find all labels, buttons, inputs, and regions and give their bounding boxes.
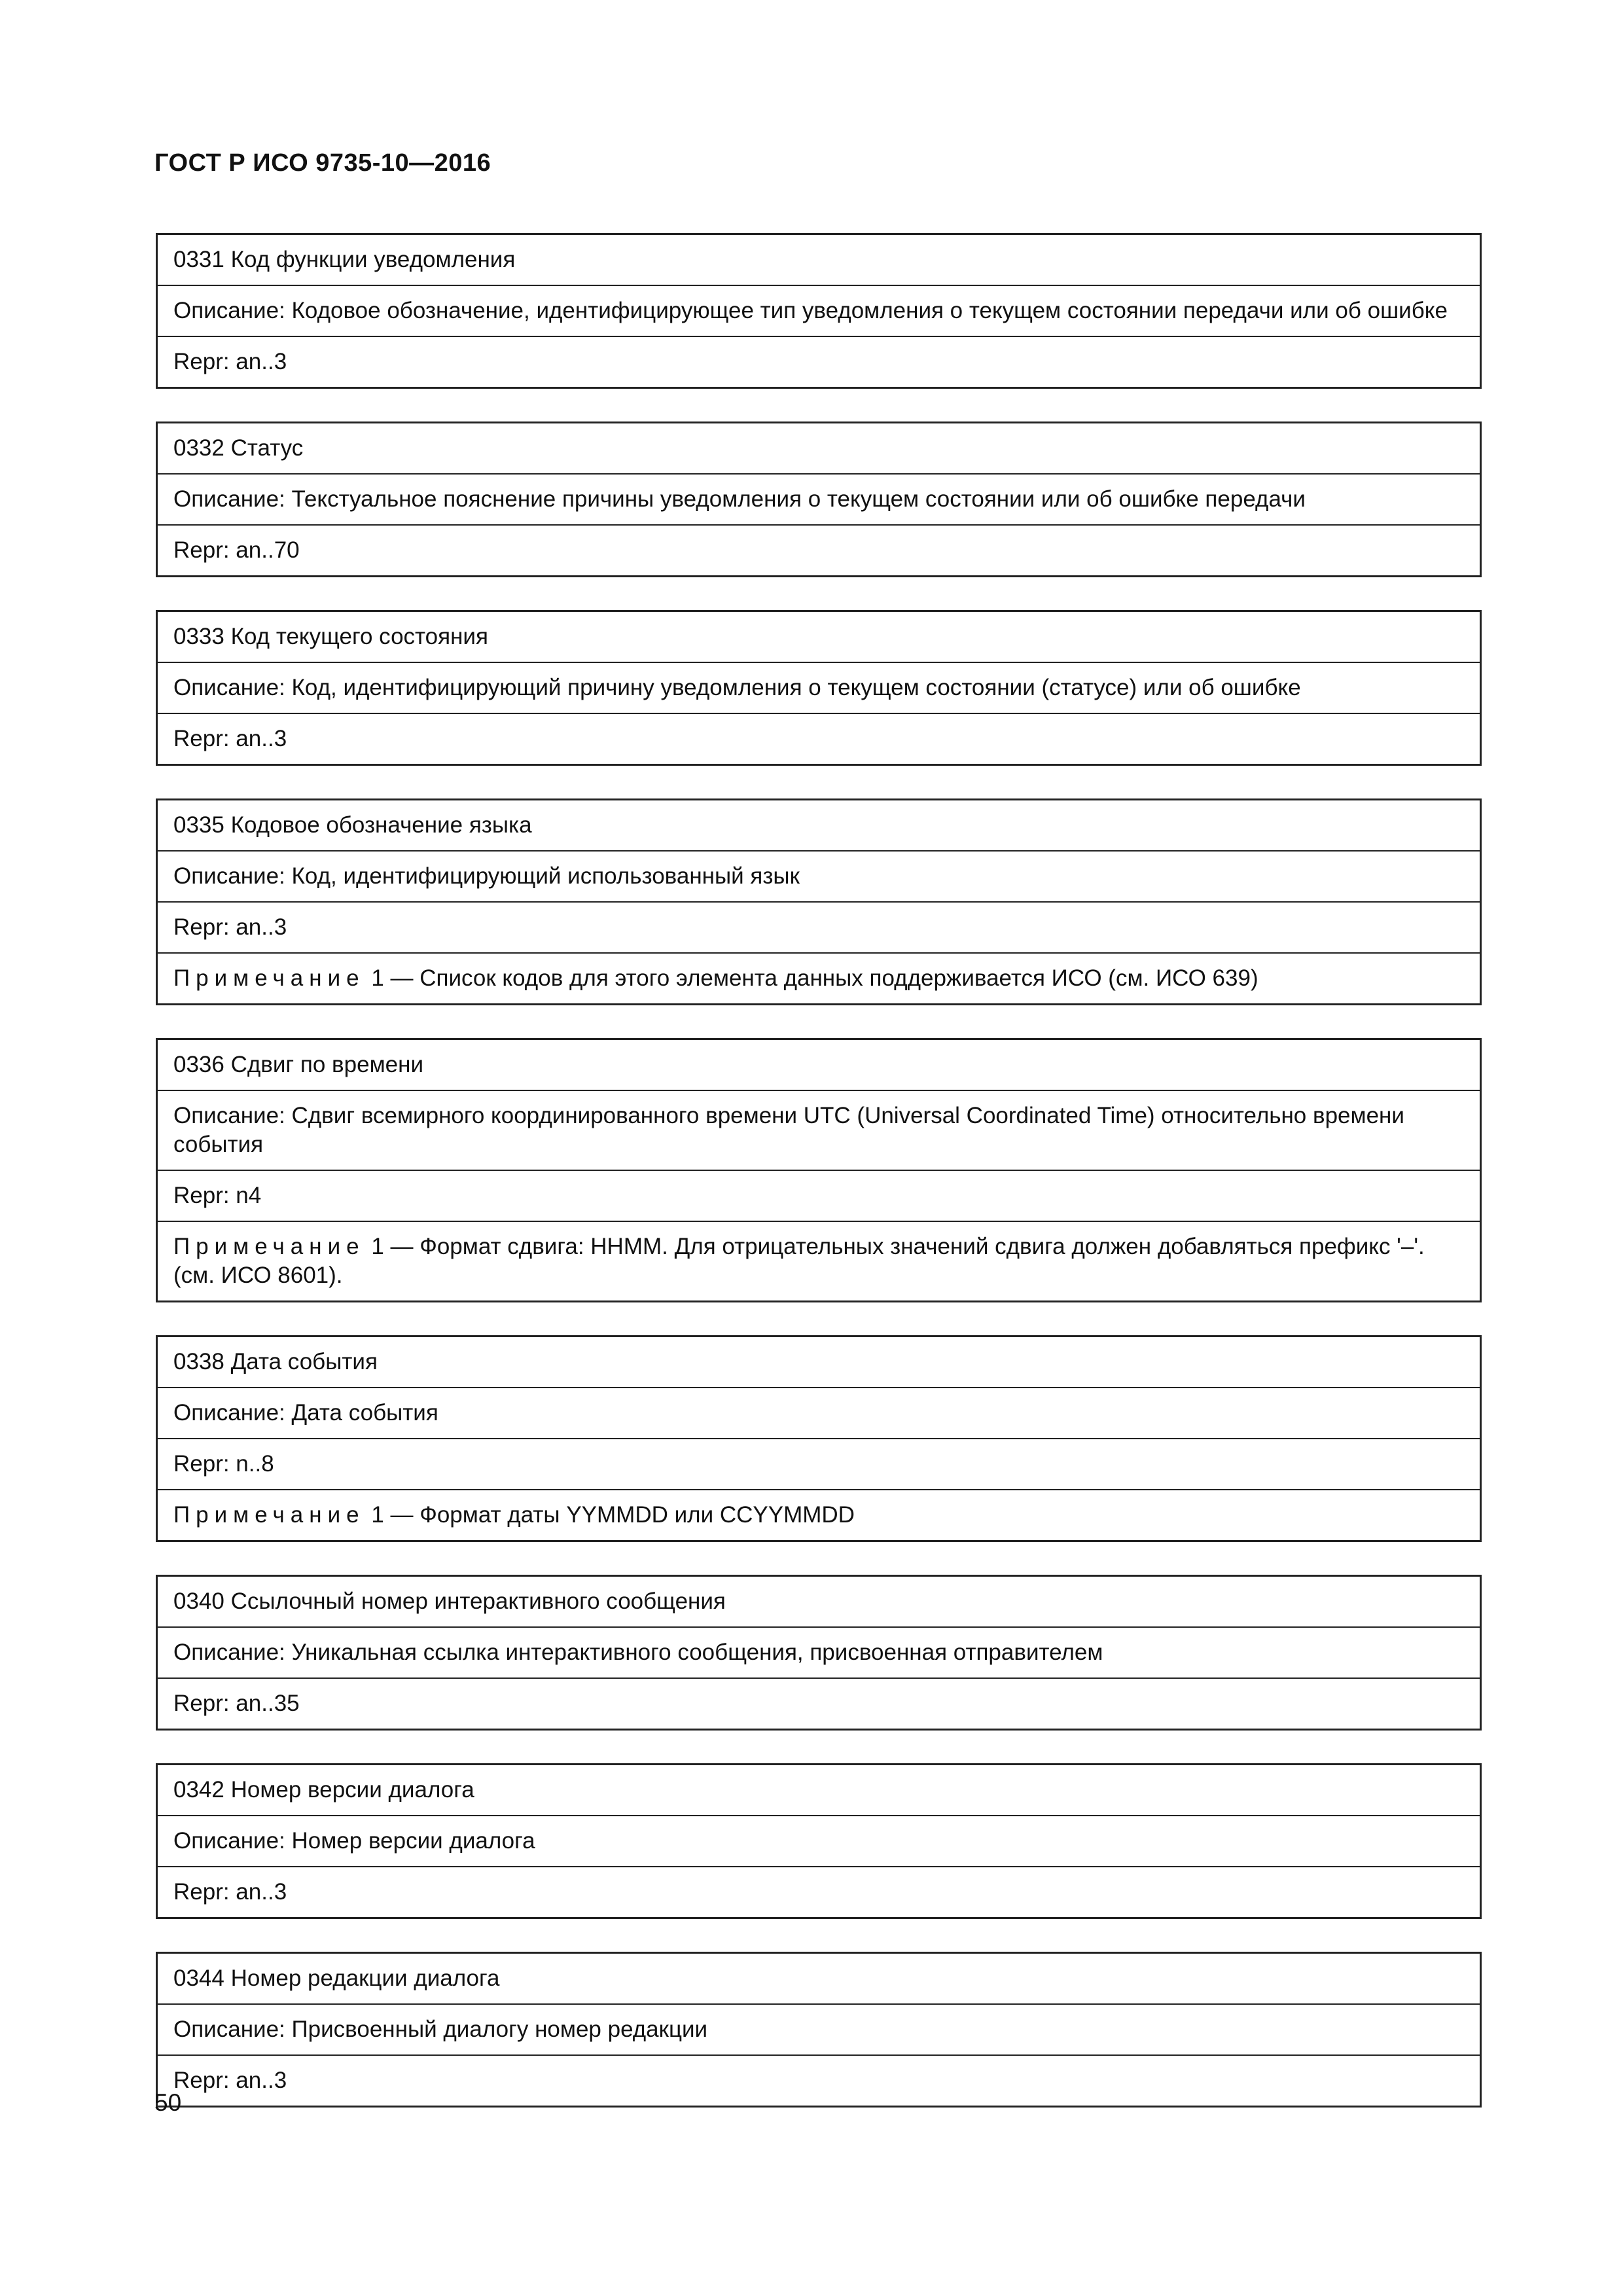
note-text: 1 — Формат сдвига: HHMM. Для отрицательных значений сдвига должен добавляться префикс '–'.(см. ИСО 8601). [173, 1234, 1425, 1288]
element-title: 0335 Кодовое обозначение языка [157, 800, 1481, 852]
data-element-0338 [156, 1335, 1482, 1542]
note-lead: Примечание [173, 1502, 365, 1528]
element-title: 0333 Код текущего состояния [157, 611, 1481, 663]
data-element-0342 [156, 1763, 1482, 1919]
element-repr: Repr: an..3 [157, 713, 1481, 765]
element-title: 0331 Код функции уведомления [157, 234, 1481, 286]
data-element-0335 [156, 798, 1482, 1005]
element-description: Описание: Номер версии диалога [157, 1816, 1481, 1867]
data-element-0344 [156, 1952, 1482, 2108]
note-text: 1 — Формат даты YYMMDD или CCYYMMDD [365, 1502, 855, 1528]
element-title: 0342 Номер версии диалога [157, 1765, 1481, 1816]
element-description: Описание: Кодовое обозначение, идентифицирующее тип уведомления о текущем состоянии передачи или об ошибке [157, 285, 1481, 336]
element-description: Описание: Сдвиг всемирного координированного времени UTC (Universal Coordinated Time) относительно времени события [157, 1090, 1481, 1170]
element-description: Описание: Код, идентифицирующий причину уведомления о текущем состоянии (статусе) или об ошибке [157, 662, 1481, 713]
element-description: Описание: Присвоенный диалогу номер редакции [157, 2004, 1481, 2055]
element-description: Описание: Текстуальное пояснение причины уведомления о текущем состоянии или об ошибке передачи [157, 474, 1481, 525]
data-element-0331 [156, 233, 1482, 389]
element-description: Описание: Уникальная ссылка интерактивного сообщения, присвоенная отправителем [157, 1627, 1481, 1678]
element-note [157, 1490, 1481, 1541]
document-header: ГОСТ Р ИСО 9735-10—2016 [154, 149, 491, 177]
element-title: 0332 Статус [157, 423, 1481, 475]
data-element-list [156, 233, 1482, 2140]
element-repr: Repr: an..3 [157, 336, 1481, 388]
element-title: 0344 Номер редакции диалога [157, 1953, 1481, 2005]
data-element-0336 [156, 1038, 1482, 1302]
element-repr: Repr: an..3 [157, 2055, 1481, 2107]
element-repr: Repr: n4 [157, 1170, 1481, 1221]
note-lead: Примечание [173, 965, 365, 991]
element-repr: Repr: an..3 [157, 902, 1481, 953]
element-description: Описание: Код, идентифицирующий использованный язык [157, 851, 1481, 902]
page-number: 50 [154, 2089, 182, 2116]
element-note [157, 953, 1481, 1005]
data-element-0332 [156, 422, 1482, 577]
element-title: 0338 Дата события [157, 1336, 1481, 1388]
element-note [157, 1221, 1481, 1302]
element-repr: Repr: n..8 [157, 1439, 1481, 1490]
note-text: 1 — Список кодов для этого элемента данных поддерживается ИСО (см. ИСО 639) [365, 965, 1258, 991]
data-element-0333 [156, 610, 1482, 766]
note-lead: Примечание [173, 1234, 365, 1259]
element-repr: Repr: an..3 [157, 1867, 1481, 1918]
data-element-0340 [156, 1575, 1482, 1731]
element-title: 0340 Ссылочный номер интерактивного сообщения [157, 1576, 1481, 1628]
element-repr: Repr: an..35 [157, 1678, 1481, 1730]
element-title: 0336 Сдвиг по времени [157, 1039, 1481, 1091]
element-description: Описание: Дата события [157, 1388, 1481, 1439]
element-repr: Repr: an..70 [157, 525, 1481, 577]
